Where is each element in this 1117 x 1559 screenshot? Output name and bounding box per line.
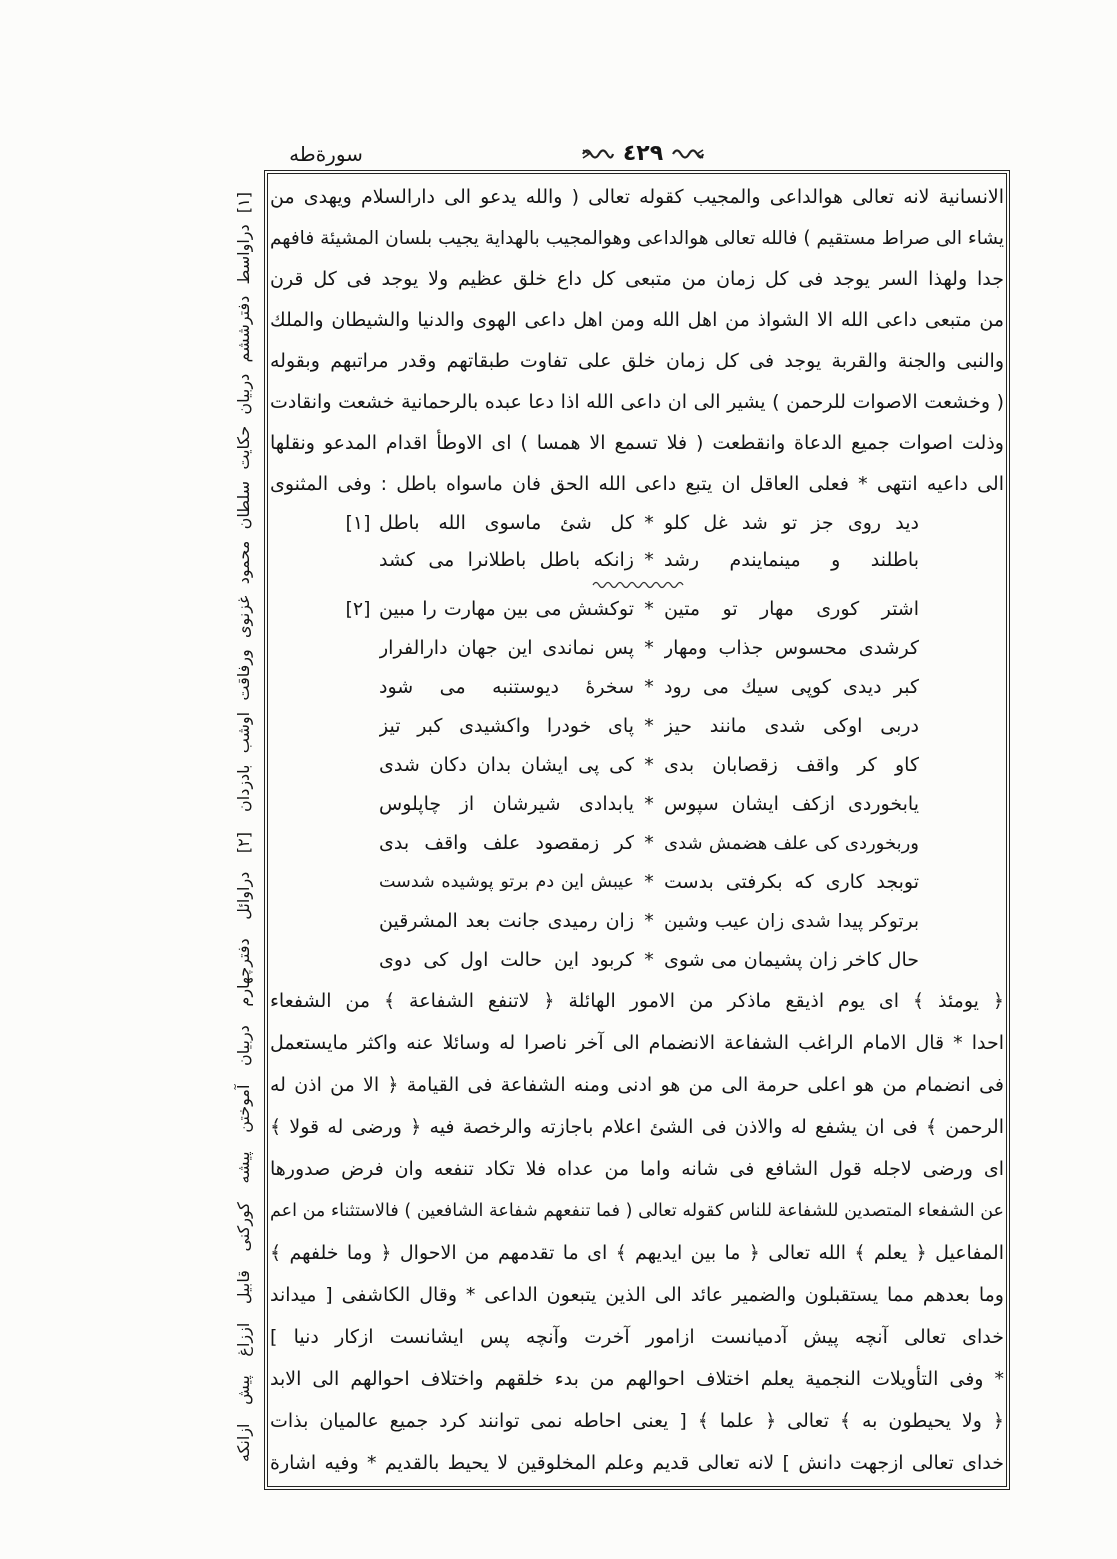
verse-first-hemistich: برتوكر پيدا شدى زان عيب وشين: [664, 911, 919, 932]
verse-spacer: [337, 902, 379, 941]
verse-separator: *: [644, 754, 654, 776]
text-line: يشاء الى صراط مستقيم ) فالله تعالى هوالداعى وهوالمجيب بالهداية يجيب بلسان المشيئة فافهم: [270, 228, 1004, 249]
verse-separator: *: [644, 549, 654, 571]
verse-spacer: [337, 542, 379, 579]
text-line: جدا ولهذا السر يوجد فى كل زمان من متبعى كل داع خلق عظيم ولا يوجد فى كل قرن: [270, 268, 1004, 290]
page-number: ٤٢٩: [622, 141, 664, 166]
main-text: [270, 177, 1004, 1484]
verse-spacer: [337, 785, 379, 824]
text-line: والنبى والجنة والقربة يوجد فى كل زمان خلق على تفاوت طبقاتهم وقدر مراتبهم وبقوله: [270, 350, 1004, 372]
verse-spacer: [337, 824, 379, 863]
wavy-separator: [270, 579, 1004, 590]
verse-line: [270, 941, 1004, 980]
verse-first-hemistich: باطلند و مينمايندم رشد: [664, 549, 919, 571]
verse-line: [270, 902, 1004, 941]
text-line: الى داعيه انتهى * فعلى العاقل ان يتبع داعى الله الحق فان ماسواه باطل : وفى المثنوى: [270, 473, 1004, 495]
verse-second-hemistich: پاى خودرا واكشيدى كبر تيز: [379, 715, 634, 737]
verse-first-hemistich: كرشدى محسوس جذاب ومهار: [664, 637, 919, 659]
text-line: الرحمن ﴾ فى ان يشفع له والاذن فى الشئ اعلام باجازته والرخصة فيه ﴿ ورضى له قولا ﴾: [270, 1116, 1004, 1138]
verse-spacer: [337, 668, 379, 707]
verse-first-hemistich: حال كاخر زان پشيمان مى شوى: [664, 949, 919, 971]
verse-second-hemistich: عيبش اين دم برتو پوشيده شدست: [379, 872, 634, 892]
verse-separator: *: [644, 871, 654, 893]
verse-second-hemistich: كى پى ايشان بدان دكان شدى: [379, 754, 634, 776]
verse-second-hemistich: زان رميدى جانت بعد المشرقين: [379, 910, 634, 932]
verse-spacer: [337, 707, 379, 746]
verse-second-hemistich: سخرهٔ ديوستنبه مى شود: [379, 676, 634, 698]
verse-second-hemistich: كل شئ ماسوى الله باطل: [379, 512, 634, 534]
text-line: خداى تعالى ازجهت دانش ] لانه تعالى قديم وعلم المخلوقين لا يحيط بالقديم * وفيه اشارة: [270, 1452, 1004, 1474]
verse-separator: *: [644, 715, 654, 737]
verse-first-hemistich: كاو كر واقف زقصابان بدى: [664, 754, 919, 776]
footnote-marker: [٢]: [345, 598, 371, 620]
verse-first-hemistich: دربى اوكى شدى مانند حيز: [664, 715, 919, 737]
verse-line: [270, 668, 1004, 707]
margin-note-1: [١] دراواسط دفترششم دربيان حكايت سلطان محمود غزنوى ورفاقت اوشب بادزدان: [234, 192, 253, 812]
ornament-right-icon: [671, 146, 705, 162]
text-line: وذلت اصوات جميع الدعاة وانقطعت ( فلا تسمع الا همسا ) اى الاوطأ اقدام المدعو ونقلها: [270, 432, 1004, 454]
verse-line: [270, 863, 1004, 902]
text-line: ﴿ يومئذ ﴾ اى يوم اذيقع ماذكر من الامور الهائلة ﴿ لاتنفع الشفاعة ﴾ من الشفعاء: [270, 990, 1004, 1012]
verse-separator: *: [644, 910, 654, 932]
verse-separator: *: [644, 512, 654, 534]
verse-second-hemistich: پس نماندى اين جهان دارالفرار: [379, 637, 634, 659]
surah-title: سورةطه: [289, 142, 363, 166]
verse-first-hemistich: كبر ديدى كوپى سيك مى رود: [664, 676, 919, 698]
verse-first-hemistich: وربخوردى كى علف هضمش شدى: [664, 833, 919, 854]
verse-first-hemistich: اشتر كورى مهار تو متين: [664, 598, 919, 620]
text-line: خداى تعالى آنچه پيش آدميانست ازامور آخرت وآنچه پس ايشانست ازكار دنيا ]: [270, 1326, 1004, 1348]
text-line: اى ورضى لاجله قول الشافع فى شانه واما من عداه فلا تكاد تنفعه وان فرض صدورها: [270, 1158, 1004, 1180]
verse-line: [270, 707, 1004, 746]
verse-spacer: [337, 941, 379, 980]
text-line: عن الشفعاء المتصدين للشفاعة للناس كقوله تعالى ( فما تنفعهم شفاعة الشافعين ) فالاستثناء من اعم: [270, 1201, 1004, 1221]
text-line: ﴿ ولا يحيطون به ﴾ تعالى ﴿ علما ﴾ [ يعنى احاطه نمى توانند كرد جميع عالميان بذات: [270, 1410, 1004, 1432]
text-line: المفاعيل ﴿ يعلم ﴾ الله تعالى ﴿ ما بين ايديهم ﴾ اى ما تقدمهم من الاحوال ﴿ وما خلفهم ﴾: [270, 1242, 1004, 1264]
margin-note-2: [٢] دراوائل دفترچهارم دربيان آموختن پيشه كوركنى قابيل اززاغ پيش ازانكه: [234, 832, 253, 1462]
verse-spacer: [337, 629, 379, 668]
text-line: من متبعى داعى الله الا الشواذ من اهل الله ومن اهل داعى الهوى والدنيا والشيطان والملك: [270, 309, 1004, 331]
text-line: وما بعدهم مما يستقبلون والضمير عائد الى الذين يتبعون الداعى * وقال الكاشفى [ ميداند: [270, 1284, 1004, 1306]
verse-separator: *: [644, 832, 654, 854]
footnote-marker: [١]: [345, 512, 371, 534]
verse-block-2: [270, 590, 1004, 980]
verse-second-hemistich: توكشش مى بين مهارت را مبين: [379, 598, 634, 620]
verse-separator: *: [644, 793, 654, 815]
verse-line: [270, 542, 1004, 579]
text-line: فى انضمام من هو اعلى حرمة الى من هو ادنى ومنه الشفاعة فى القيامة ﴿ الا من اذن له: [270, 1074, 1004, 1096]
text-line: * وفى التأويلات النجمية يعلم اختلاف احوالهم من بدء خلقهم واختلاف احوالهم الى الابد: [270, 1368, 1004, 1390]
verse-first-hemistich: توبجد كارى كه بكرفتى بدست: [664, 871, 919, 893]
verse-spacer: [337, 863, 379, 902]
verse-line: [270, 746, 1004, 785]
verse-line: [270, 824, 1004, 863]
verse-spacer: [337, 746, 379, 785]
text-line: الانسانية لانه تعالى هوالداعى والمجيب كقوله تعالى ( والله يدعو الى دارالسلام ويهدى من: [270, 186, 1004, 208]
verse-separator: *: [644, 637, 654, 659]
ornament-left-icon: [581, 146, 615, 162]
verse-block-1: [270, 505, 1004, 579]
text-line: ( وخشعت الاصوات للرحمن ) يشير الى ان داعى الله اذا دعا عبده بالرحمانية خشعت وانقادت: [270, 391, 1004, 413]
verse-second-hemistich: يابدادى شيرشان از چاپلوس: [379, 793, 634, 815]
verse-second-hemistich: كر زمقصود علف واقف بدى: [379, 832, 634, 854]
page-number-ornament: [578, 138, 708, 170]
verse-separator: *: [644, 949, 654, 971]
verse-line: [270, 590, 1004, 629]
verse-second-hemistich: زانكه باطل باطلانرا مى كشد: [379, 549, 634, 571]
wavy-line-icon: [592, 579, 687, 590]
verse-line: [270, 629, 1004, 668]
verse-first-hemistich: ديد روى جز تو شد غل كلو: [664, 512, 919, 534]
verse-line: [270, 785, 1004, 824]
verse-separator: *: [644, 598, 654, 620]
verse-line: [270, 505, 1004, 542]
verse-second-hemistich: كربود اين حالت اول كى دوى: [379, 949, 634, 971]
prose-block-2: [270, 980, 1004, 1484]
text-line: احدا * قال الامام الراغب الشفاعة الانضمام الى آخر ناصرا له وسائلا عنه واكثر مايستعمل: [270, 1032, 1004, 1054]
verse-first-hemistich: يابخوردى ازكف ايشان سپوس: [664, 793, 919, 815]
verse-separator: *: [644, 676, 654, 698]
prose-block-1: [270, 177, 1004, 505]
